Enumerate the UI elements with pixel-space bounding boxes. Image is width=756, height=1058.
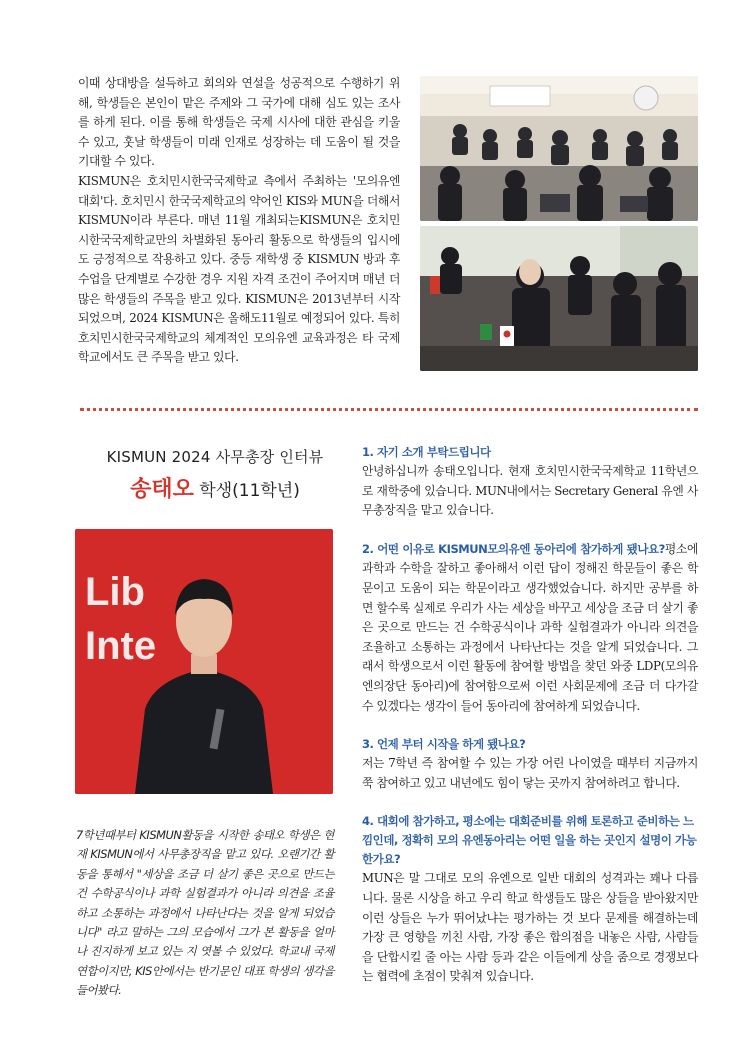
intro-paragraph-2: KISMUN은 호치민시한국국제학교 측에서 주최하는 '모의유엔대회'다. 호치민시 한국국제학교의 약어인 KIS와 MUN을 더해서 KISMUN이라 부른다. 매년 11월 개최되는KISMUN은 호치민시한국국제학교만의 차별화된 동아리 활동으로 학생들의 입시에도 긍정적으로 작용하고 있다. 중등 재학생 중 KISMUN 방과 후 수업을 단계별로 수강한 경우 지원 자격 조건이 주어지며 매년 더 많은 학생들의 주목을 받고 있다. KISMUN은 2013년부터 시작되었으며, 2024 KISMUN은 올해도11월로 예정되어 있다. 특히 호치민시한국국제학교의 체계적인 모의유엔 교육과정은 타 국제학교에서도 큰 주목을 받고 있다. (78, 173, 400, 365)
interviewee-caption: 7학년때부터 KISMUN활동을 시작한 송태오 학생은 현재 KISMUN에서 사무총장직을 맡고 있다. 오랜기간 활동을 통해서 "세상을 조금 더 살기 좋은 곳으로 만드는 건 수학공식이나 과학 실험결과가 아니라 의견을 조율하고 소통하는 과정에서 나타난다는 것을 알게 되었습니다" 라고 말하는 그의 모습에서 그가 본 활동을 얼마나 진지하게 보고 있는 지 엿볼 수 있었다. 학교내 국제연합이지만, KIS안에서는 반기문인 대표 학생의 생각을 들어봤다. (76, 828, 334, 998)
qa-section (362, 443, 698, 987)
interviewee-name: 송태오 (130, 477, 194, 502)
conference-photo-2 (420, 226, 698, 371)
qa-item (362, 735, 698, 793)
interviewee-role: 학생(11학년) (193, 481, 300, 501)
interviewee-heading (80, 472, 350, 503)
section-divider (80, 408, 698, 411)
intro-text (78, 74, 400, 368)
banner-text-1: Lib (85, 570, 145, 614)
answer-4: MUN은 말 그대로 모의 유엔으로 일반 대회의 성격과는 꽤나 다릅니다. 물론 시상을 하고 우리 학교 학생들도 많은 상들을 받아왔지만 이런 상들은 누가 뛰어났냐는 평가하는 것 보다 문제를 해결하는데 가장 큰 영향을 끼친 사람, 가장 좋은 합의점을 내놓은 사람, 사람들을 단합시킬 줄 아는 사람 등과 같은 이들에게 상을 줌으로 경쟁보다는 협력에 초점이 맞춰져 있습니다. (362, 871, 698, 984)
question-3: 3. 언제 부터 시작을 하게 됐나요? (362, 737, 526, 752)
answer-2: 평소에 과학과 수학을 잘하고 좋아해서 이런 답이 정해진 학문들이 좋은 학문이고 도움이 되는 학문이라고 생각했었습니다. 하지만 공부를 하면 할수록 실제로 우리가 사는 세상을 바꾸고 세상을 조금 더 살기 좋은 곳으로 만드는 건 수학공식이나 과학 실험결과가 아니라 의견을 조율하고 소통하는 과정에서 나타난다는 것을 알게 되었습니다. 그래서 학생으로서 이런 활동에 참여할 방법을 찾던 와중 LDP(모의유엔의장단 동아리)에 참여함으로써 이런 사회문제에 조금 더 다가갈 수 있겠다는 생각이 들어 동아리에 참여하게 되었습니다. (362, 541, 698, 713)
qa-item (362, 540, 698, 716)
qa-item (362, 812, 698, 987)
answer-3: 저는 7학년 즉 참여할 수 있는 가장 어린 나이였을 때부터 지금까지 쭉 참여하고 있고 내년에도 힘이 닿는 곳까지 참여하려고 합니다. (362, 756, 698, 790)
portrait-illustration (75, 529, 333, 794)
banner-text-2: Inte (85, 624, 157, 668)
answer-1: 안녕하십니까 송태오입니다. 현재 호치민시한국국제학교 11학년으로 재학중에 있습니다. MUN내에서는 Secretary General 유엔 사무총장직을 맡고 있습니다. (362, 464, 698, 518)
question-4: 4. 대회에 참가하고, 평소에는 대회준비를 위해 토론하고 준비하는 느낌인데, 정확히 모의 유엔동아리는 어떤 일을 하는 곳인지 설명이 가능한가요? (362, 814, 697, 867)
question-2: 2. 어떤 이유로 KISMUN모의유엔 동아리에 참가하게 됐나요? (362, 541, 665, 556)
interviewee-portrait (75, 529, 333, 794)
qa-2-block (362, 540, 698, 716)
question-1: 1. 자기 소개 부탁드립니다 (362, 445, 491, 459)
conference-hall-illustration (420, 76, 698, 221)
interview-title: KISMUN 2024 사무총장 인터뷰 (106, 448, 324, 466)
conference-photo-1 (420, 76, 698, 221)
qa-item (362, 443, 698, 521)
delegates-illustration (420, 226, 698, 371)
intro-paragraph-1: 이때 상대방을 설득하고 회의와 연설을 성공적으로 수행하기 위해, 학생들은 본인이 맡은 주제와 그 국가에 대해 심도 있는 조사를 하게 된다. 이를 통해 학생들은 국제 시사에 대한 관심을 키울 수 있고, 훗날 학생들이 미래 인재로 성장하는 데 도움이 될 것을 기대할 수 있다. (78, 76, 400, 169)
